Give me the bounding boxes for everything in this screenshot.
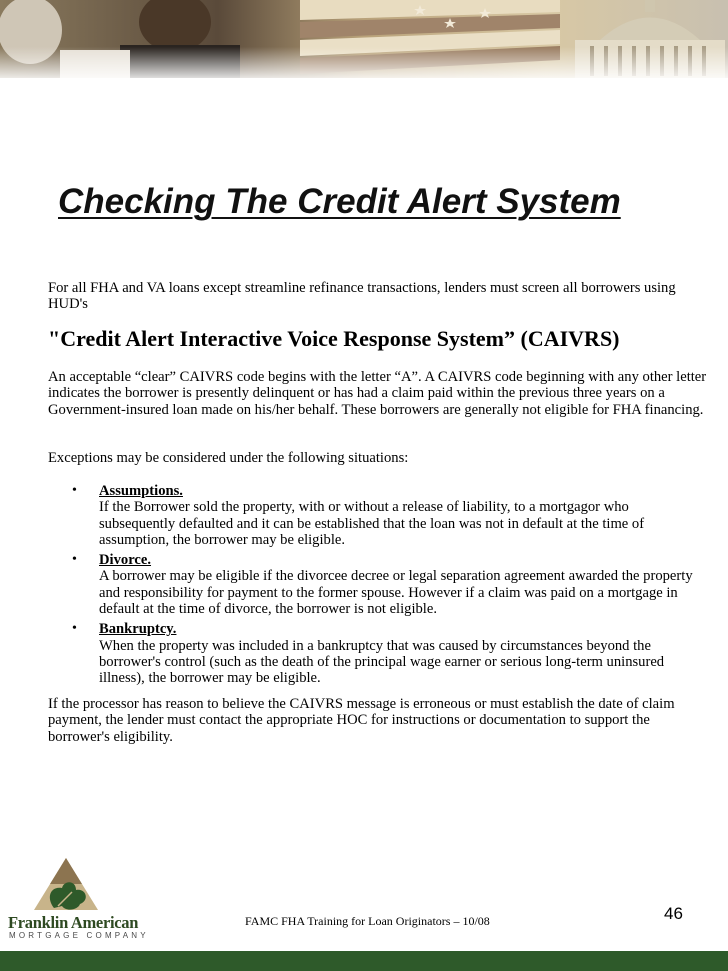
logo-name: Franklin American [8, 913, 139, 932]
caivrs-subheading: "Credit Alert Interactive Voice Response System” (CAIVRS) [48, 326, 620, 351]
header-banner [0, 0, 728, 78]
slide-title: Checking The Credit Alert System [58, 182, 621, 221]
list-item [48, 483, 708, 548]
list-item [48, 621, 708, 686]
exception-text: When the property was included in a bankruptcy that was caused by circumstances beyond the borrower's control (such as the death of the principal wage earner or serious long-term uninsured illness), the borrower may be eligible. [99, 637, 665, 687]
exception-heading: Bankruptcy. [99, 621, 177, 638]
exception-text: A borrower may be eligible if the divorcee decree or legal separation agreement awarded the property and responsibility for payment to the former spouse. However if a claim was paid on a mortgage in default at the time of divorce, the borrower is not eligible. [99, 568, 693, 618]
bullet-icon: • [72, 552, 77, 568]
exception-heading: Divorce. [99, 552, 152, 569]
erroneous-message-paragraph: If the processor has reason to believe the CAIVRS message is erroneous or must establish the date of claim payment, the lender must contact the appropriate HOC for instructions or documentation to support the borrower's eligibility. [48, 696, 675, 745]
logo-subtitle: MORTGAGE COMPANY [9, 931, 149, 940]
caivrs-code-paragraph: An acceptable “clear” CAIVRS code begins with the letter “A”. A CAIVRS code beginning with any other letter indicates the borrower is presently delinquent or has had a claim paid within the previous three years on a Government-insured loan made on his/her behalf. These borrowers are generally not eligible for FHA financing. [48, 369, 707, 418]
intro-paragraph: For all FHA and VA loans except streamline refinance transactions, lenders must screen all borrowers using HUD's [48, 280, 676, 313]
bullet-icon: • [72, 483, 77, 498]
footer-bar [0, 951, 728, 971]
exception-text: If the Borrower sold the property, with or without a release of liability, to a mortgagor who subsequently defaulted and it can be established that the loan was not in default at the time of assumption, the borrower may be eligible. [99, 499, 645, 548]
page-number: 46 [664, 904, 683, 923]
exceptions-list [48, 483, 708, 691]
footer-caption: FAMC FHA Training for Loan Originators – 10/08 [245, 914, 490, 928]
bullet-icon: • [72, 621, 77, 637]
list-item [48, 552, 708, 617]
exceptions-intro: Exceptions may be considered under the following situations: [48, 450, 409, 466]
exception-heading: Assumptions. [99, 483, 183, 499]
leaf-triangle-logo-icon [6, 858, 131, 918]
